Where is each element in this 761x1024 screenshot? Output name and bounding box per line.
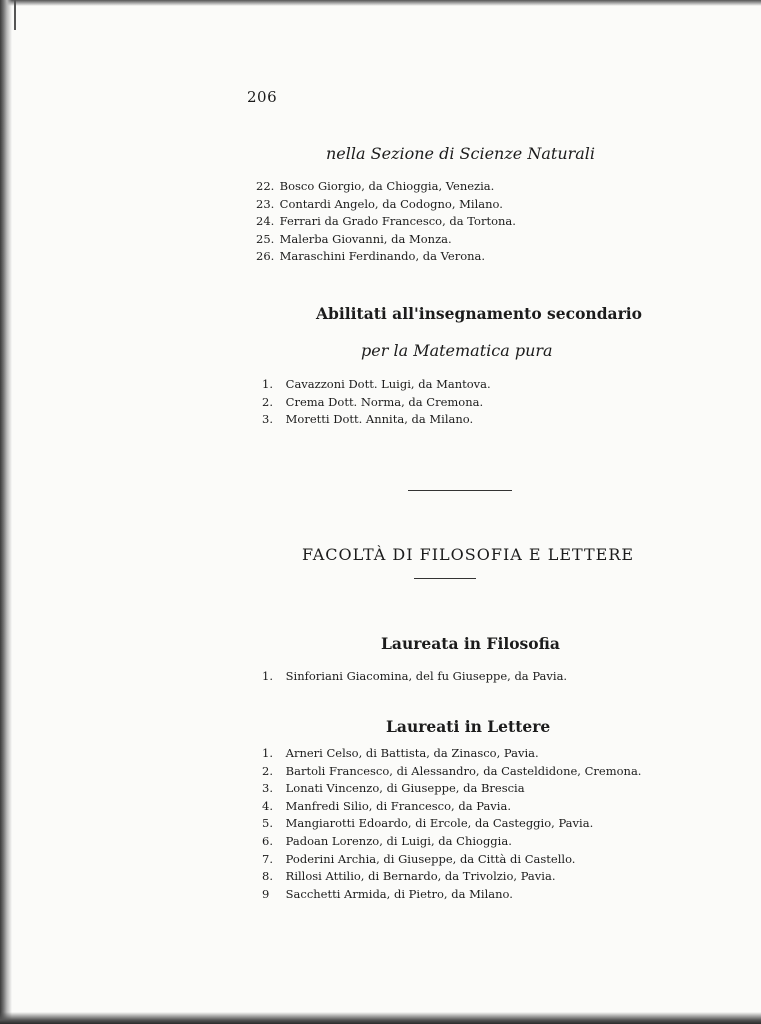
item-text: Bartoli Francesco, di Alessandro, da Casteldidone, Cremona. xyxy=(285,763,642,778)
list-item xyxy=(262,763,641,781)
list-item xyxy=(262,745,641,763)
item-number: 7. xyxy=(262,851,273,866)
item-number: 1. xyxy=(262,669,273,683)
item-text: Rillosi Attilio, di Bernardo, da Trivolzio, Pavia. xyxy=(285,869,556,884)
item-text: Ferrari da Grado Francesco, da Tortona. xyxy=(279,214,516,229)
heading-laureati-lettere: Laureati in Lettere xyxy=(386,717,551,736)
scan-top-edge xyxy=(0,0,761,6)
item-text: Mangiarotti Edoardo, di Ercole, da Casteggio, Pavia. xyxy=(285,816,594,831)
list-item xyxy=(256,248,516,266)
page-number: 206 xyxy=(247,88,278,106)
heading-laureata-filosofia: Laureata in Filosofia xyxy=(381,634,560,653)
list-item xyxy=(262,668,567,686)
item-number: 26. xyxy=(256,249,275,264)
item-number: 9 xyxy=(262,886,270,901)
list-item xyxy=(256,178,516,196)
item-number: 1. xyxy=(262,377,273,391)
list-item xyxy=(262,815,641,833)
faculty-title: FACOLTÀ DI FILOSOFIA E LETTERE xyxy=(302,545,635,564)
item-number: 23. xyxy=(256,196,275,211)
item-number: 4. xyxy=(262,798,273,813)
item-number: 24. xyxy=(256,214,275,229)
item-text: Poderini Archia, di Giuseppe, da Città di Castello. xyxy=(285,851,576,866)
item-number: 3. xyxy=(262,412,273,427)
item-text: Padoan Lorenzo, di Luigi, da Chioggia. xyxy=(285,833,512,848)
item-text: Lonati Vincenzo, di Giuseppe, da Brescia xyxy=(285,781,525,796)
list-item xyxy=(262,798,641,816)
list-item xyxy=(262,780,641,798)
list-item xyxy=(256,213,516,231)
item-text: Bosco Giorgio, da Chioggia, Venezia. xyxy=(279,179,495,193)
list-laureata-filosofia xyxy=(262,668,567,686)
section-divider xyxy=(408,490,512,491)
list-abilitati xyxy=(262,376,491,429)
item-text: Moretti Dott. Annita, da Milano. xyxy=(285,412,474,427)
list-scienze-naturali xyxy=(256,178,516,266)
item-number: 5. xyxy=(262,816,273,831)
item-text: Sinforiani Giacomina, del fu Giuseppe, da Pavia. xyxy=(285,669,568,683)
scan-left-mark xyxy=(14,0,16,30)
list-item xyxy=(262,411,491,429)
item-number: 8. xyxy=(262,869,273,884)
item-text: Manfredi Silio, di Francesco, da Pavia. xyxy=(285,798,511,813)
item-number: 22. xyxy=(256,179,275,193)
item-number: 2. xyxy=(262,394,273,409)
list-item xyxy=(262,886,641,904)
item-number: 3. xyxy=(262,781,273,796)
item-number: 25. xyxy=(256,231,275,246)
list-item xyxy=(262,851,641,869)
item-text: Contardi Angelo, da Codogno, Milano. xyxy=(279,196,503,211)
subheading-matematica-pura: per la Matematica pura xyxy=(361,341,553,360)
list-item xyxy=(262,868,641,886)
list-item xyxy=(262,376,491,394)
scan-bottom-edge xyxy=(0,1012,761,1024)
list-item xyxy=(256,231,516,249)
item-number: 6. xyxy=(262,833,273,848)
item-number: 1. xyxy=(262,746,273,760)
item-text: Arneri Celso, di Battista, da Zinasco, Pavia. xyxy=(285,746,539,760)
faculty-title-underline xyxy=(414,578,476,579)
item-text: Malerba Giovanni, da Monza. xyxy=(279,231,452,246)
item-text: Crema Dott. Norma, da Cremona. xyxy=(285,394,484,409)
list-item xyxy=(262,833,641,851)
scan-left-edge xyxy=(0,0,12,1024)
item-text: Sacchetti Armida, di Pietro, da Milano. xyxy=(285,886,513,901)
list-item xyxy=(256,196,516,214)
item-number: 2. xyxy=(262,763,273,778)
list-laureati-lettere xyxy=(262,745,641,903)
item-text: Cavazzoni Dott. Luigi, da Mantova. xyxy=(285,377,491,391)
heading-abilitati: Abilitati all'insegnamento secondario xyxy=(316,304,642,323)
heading-scienze-naturali: nella Sezione di Scienze Naturali xyxy=(326,144,596,163)
list-item xyxy=(262,394,491,412)
item-text: Maraschini Ferdinando, da Verona. xyxy=(279,249,486,264)
